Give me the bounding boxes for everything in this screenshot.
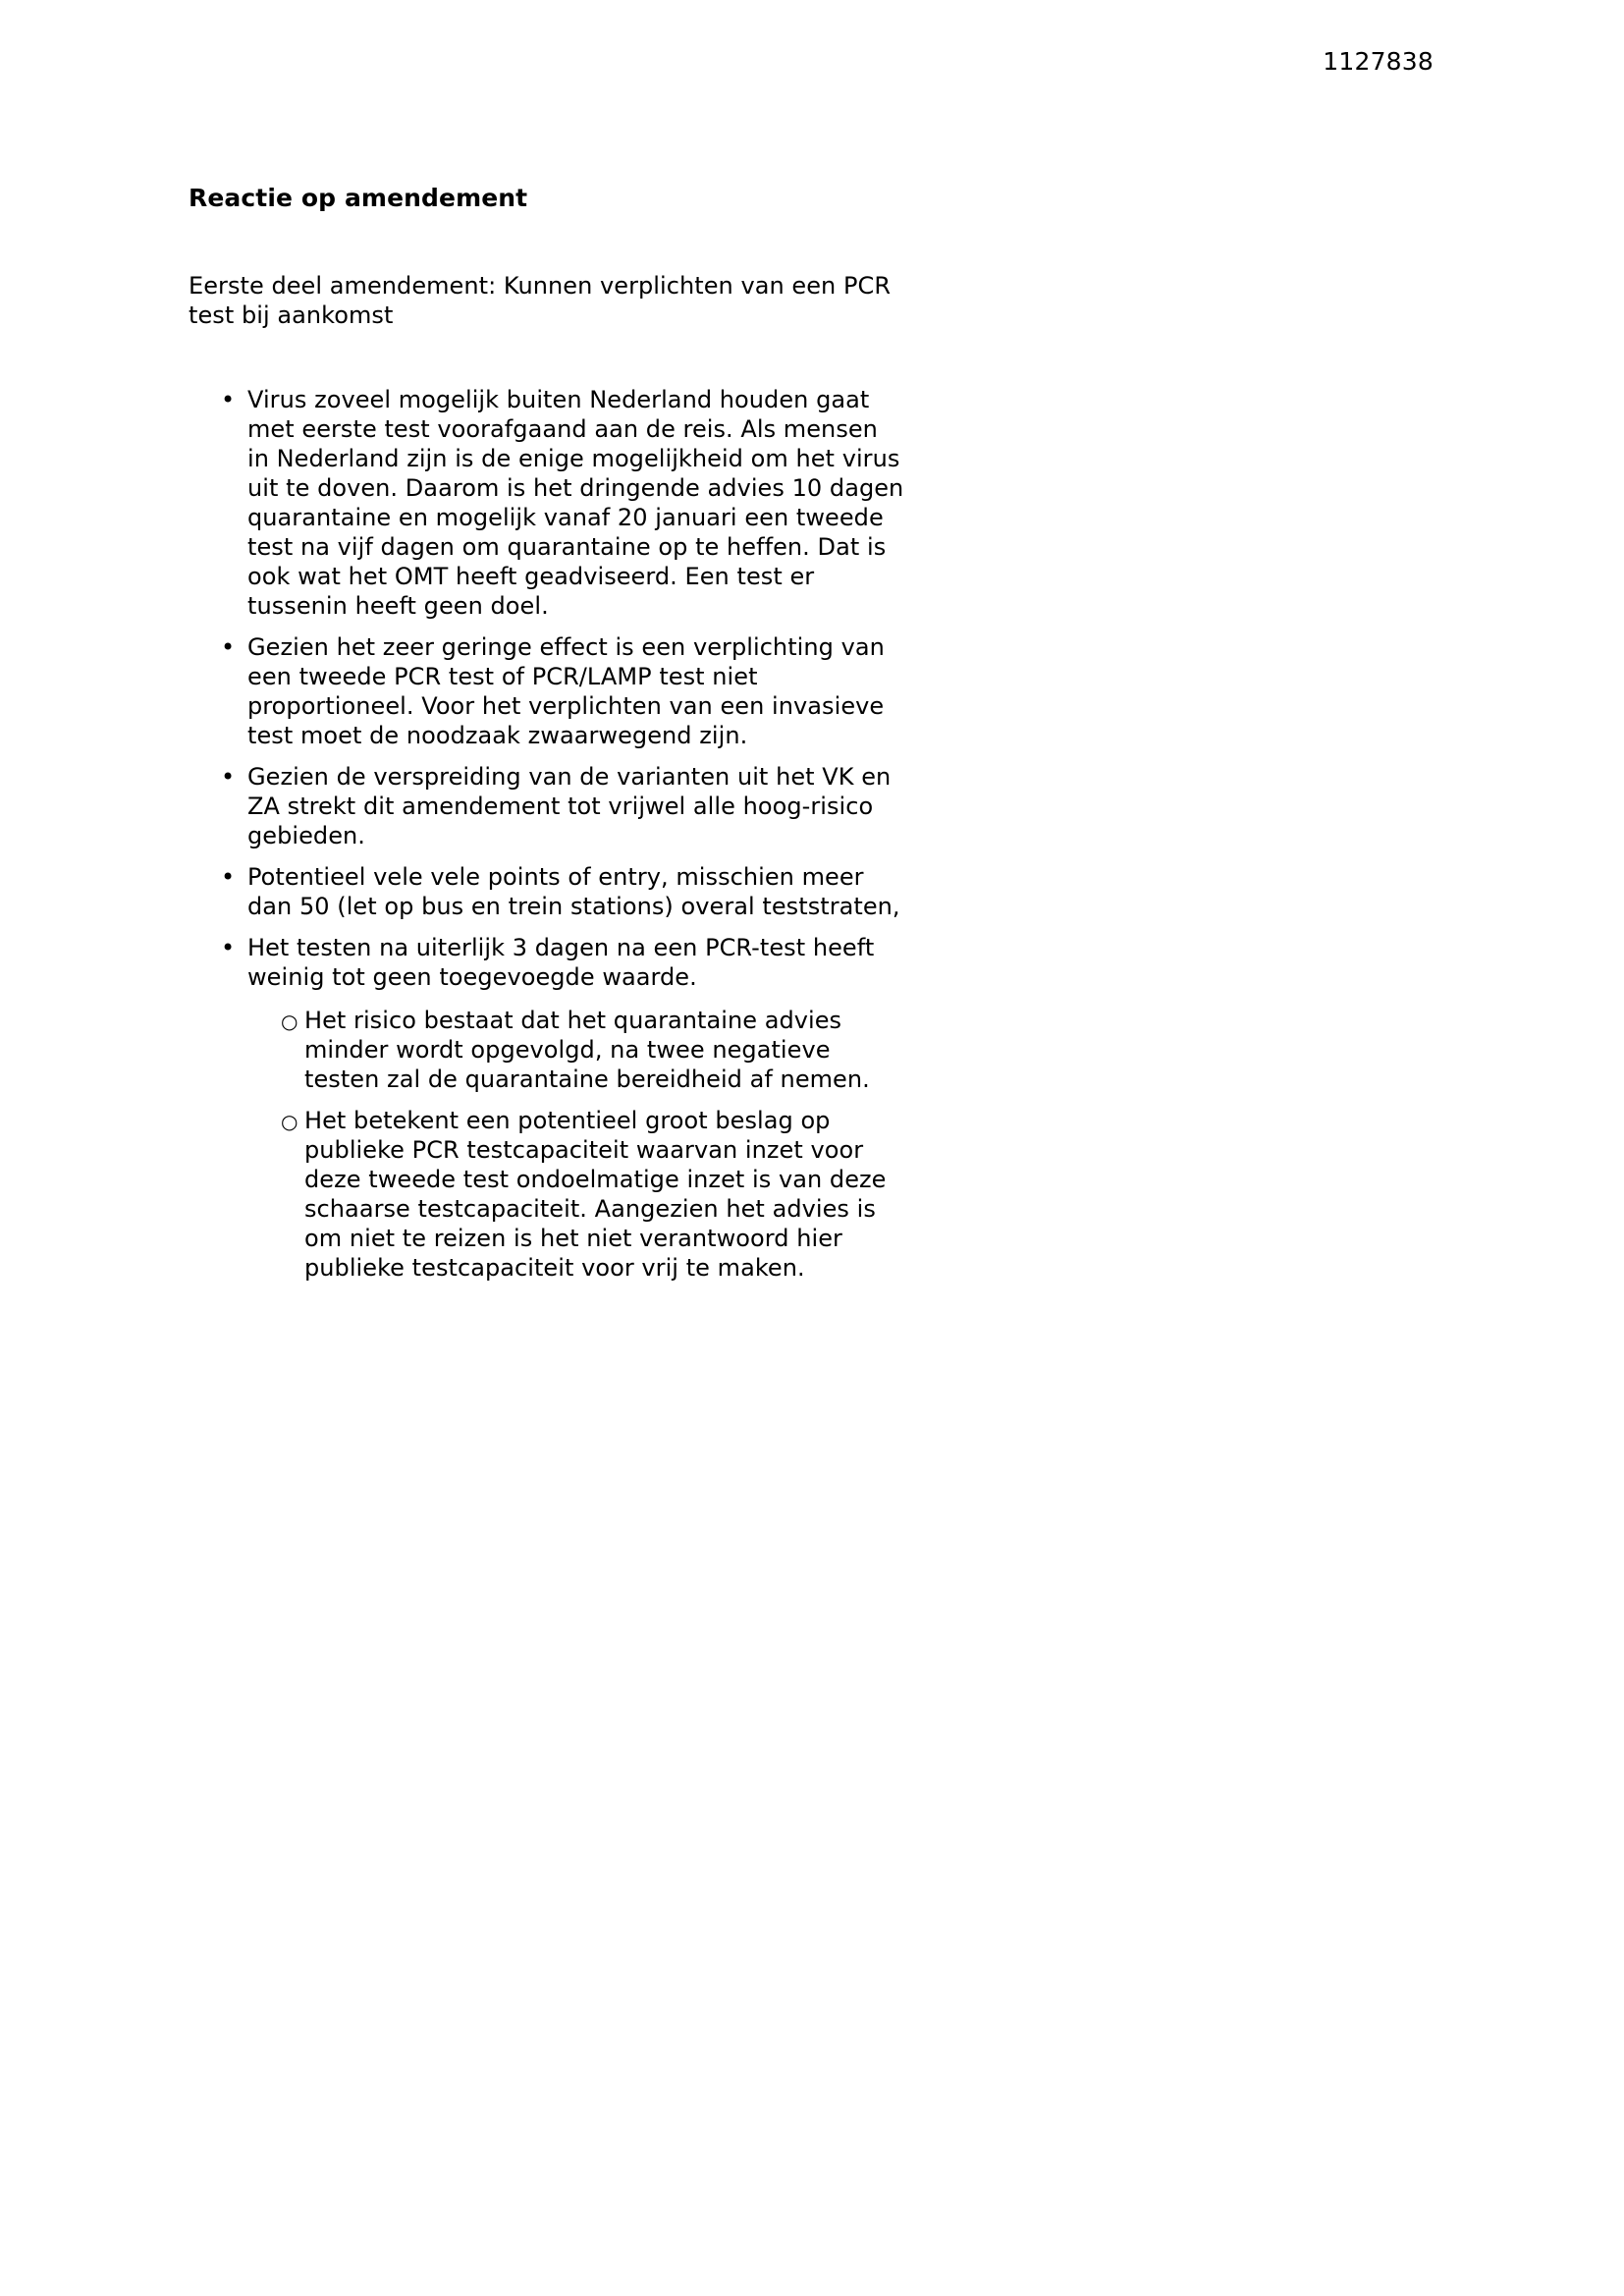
list-item-text: Het betekent een potentieel groot beslag op publieke PCR testcapaciteit waarvan inzet voor deze tweede test ondoelmatige inzet is van deze schaarse testcapaciteit. Aangezien het advies is om niet te reizen is het niet verantwoord hier publieke testcapaciteit voor vrij te maken.	[304, 1107, 887, 1282]
bullet-point-icon: •	[221, 863, 236, 891]
list-item-text: Gezien de verspreiding van de varianten uit het VK en ZA strekt dit amendement tot vrijwel alle hoog-risico gebieden.	[247, 763, 892, 849]
list-item	[189, 862, 905, 921]
list-item-text: Gezien het zeer geringe effect is een verplichting van een tweede PCR test of PCR/LAMP test niet proportioneel. Voor het verplichten van een invasieve test moet de noodzaak zwaarwegend zijn.	[247, 633, 885, 749]
bullet-point-icon: •	[221, 386, 236, 413]
nested-bullet-list	[247, 992, 905, 1296]
hollow-bullet-point-icon: ○	[281, 1010, 298, 1033]
hollow-bullet-point-icon: ○	[281, 1110, 298, 1133]
bullet-point-icon: •	[221, 934, 236, 961]
list-item	[189, 933, 905, 1296]
list-item	[189, 762, 905, 850]
page-title: Reactie op amendement	[189, 184, 528, 212]
page-header	[0, 47, 1624, 77]
list-item	[247, 1106, 905, 1283]
bullet-point-icon: •	[221, 763, 236, 791]
bullet-point-icon: •	[221, 633, 236, 661]
list-item-text: Het risico bestaat dat het quarantaine advies minder wordt opgevolgd, na twee negatieve testen zal de quarantaine bereidheid af nemen.	[304, 1007, 870, 1093]
list-item-text: Virus zoveel mogelijk buiten Nederland houden gaat met eerste test voorafgaand aan de reis. Als mensen in Nederland zijn is de enige mogelijkheid om het virus uit te doven. Daarom is het dringende advies 10 dagen quarantaine en mogelijk vanaf 20 januari een tweede test na vijf dagen om quarantaine op te heffen. Dat is ook wat het OMT heeft geadviseerd. Een test er tussenin heeft geen doel.	[247, 386, 904, 620]
document-number: 1127838	[1323, 47, 1434, 76]
list-item	[189, 632, 905, 750]
list-item	[247, 1006, 905, 1094]
document-content	[189, 183, 905, 1308]
amendment-bullet-list	[189, 330, 905, 1296]
list-item-text: Het testen na uiterlijk 3 dagen na een PCR-test heeft weinig tot geen toegevoegde waarde.	[247, 934, 875, 991]
list-item-text: Potentieel vele vele points of entry, misschien meer dan 50 (let op bus en trein stations) overal teststraten,	[247, 863, 900, 920]
intro-paragraph: Eerste deel amendement: Kunnen verplichten van een PCR test bij aankomst	[189, 272, 892, 329]
list-item	[189, 385, 905, 621]
